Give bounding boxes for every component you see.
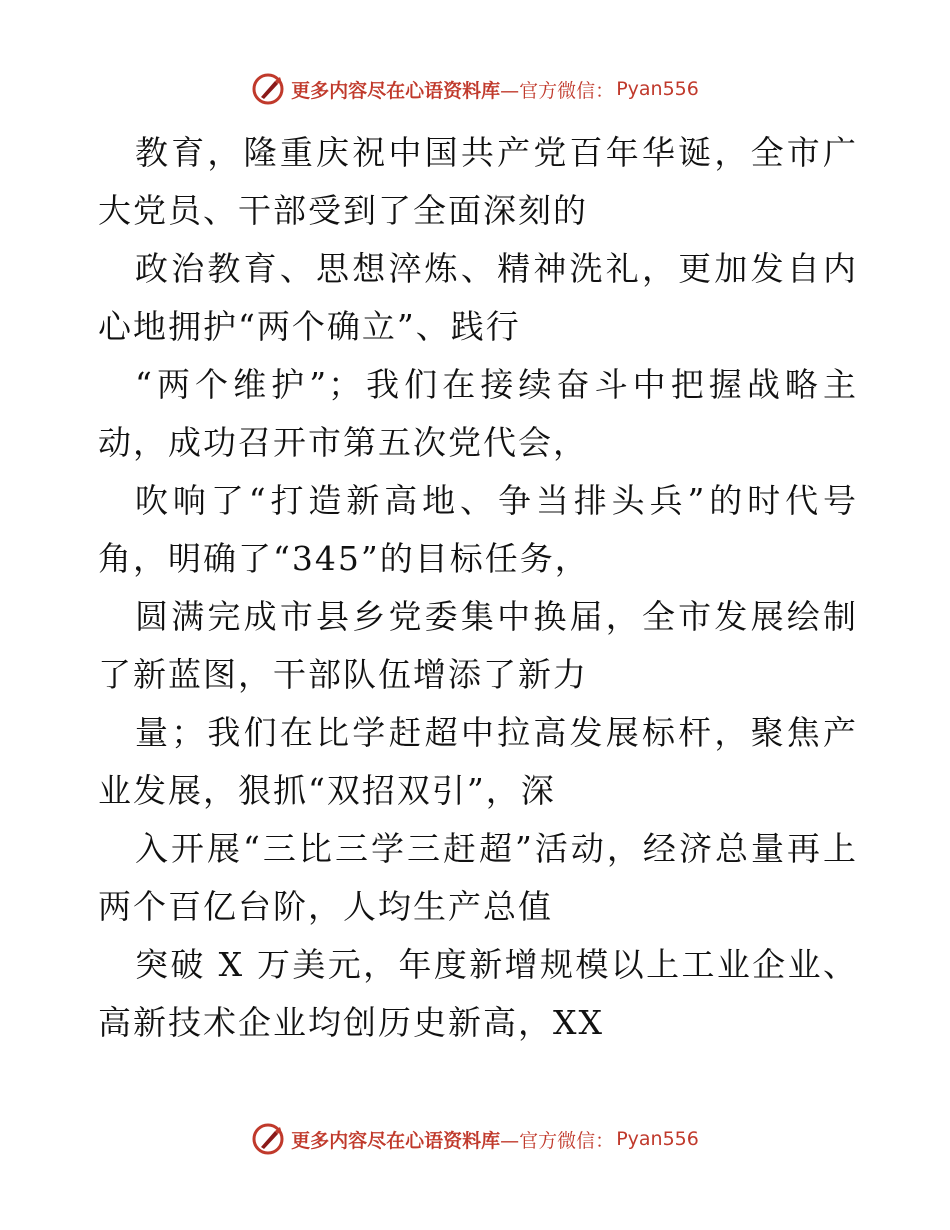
header-wechat-id: Pyan556 <box>616 78 699 100</box>
paragraph-5: 圆满完成市县乡党委集中换届，全市发展绘制了新蓝图，干部队伍增添了新力 <box>98 597 858 694</box>
footer-wechat-id: Pyan556 <box>616 1128 699 1150</box>
paragraph-1: 教育，隆重庆祝中国共产党百年华诞，全市广大党员、干部受到了全面深刻的 <box>98 133 858 230</box>
header-banner <box>0 72 950 106</box>
paragraph-6: 量；我们在比学赶超中拉高发展标杆，聚焦产业发展，狠抓“双招双引”，深 <box>98 713 858 810</box>
header-brand-text: 更多内容尽在心语资料库 <box>291 79 501 102</box>
document-body <box>98 124 858 1052</box>
footer-separator-text: —官方微信： <box>500 1129 615 1152</box>
footer-banner <box>0 1122 950 1156</box>
header-separator-text: —官方微信： <box>500 79 615 102</box>
paragraph-3: “两个维护”；我们在接续奋斗中把握战略主动，成功召开市第五次党代会， <box>98 365 858 462</box>
paragraph-4: 吹响了“打造新高地、争当排头兵”的时代号角，明确了“345”的目标任务， <box>98 481 858 578</box>
paragraph-2: 政治教育、思想淬炼、精神洗礼，更加发自内心地拥护“两个确立”、践行 <box>98 249 858 346</box>
quill-pen-logo-icon <box>251 72 285 106</box>
footer-brand-text: 更多内容尽在心语资料库 <box>291 1129 501 1152</box>
paragraph-7: 入开展“三比三学三赶超”活动，经济总量再上两个百亿台阶，人均生产总值 <box>98 829 858 926</box>
paragraph-8: 突破 X 万美元，年度新增规模以上工业企业、高新技术企业均创历史新高，XX <box>98 945 858 1042</box>
quill-pen-logo-icon <box>251 1122 285 1156</box>
